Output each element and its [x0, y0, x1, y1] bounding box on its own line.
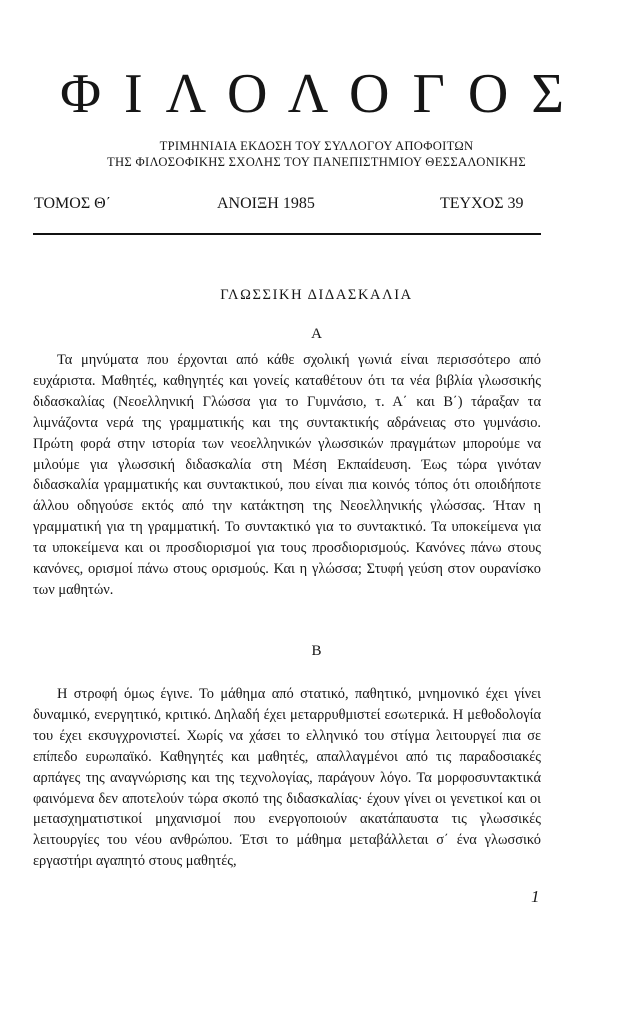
- issue-label: ΤΕΥΧΟΣ 39: [440, 195, 524, 212]
- journal-subtitle-line-2: ΤΗΣ ΦΙΛΟΣΟΦΙΚΗΣ ΣΧΟΛΗΣ ΤΟΥ ΠΑΝΕΠΙΣΤΗΜΙΟΥ ΘΕΣΣΑΛΟΝΙΚΗΣ: [107, 155, 526, 169]
- paragraph-section-b: Η στροφή όμως έγινε. Το μάθημα από στατικό, παθητικό, μνημονικό έχει γίνει δυναμικό, ενεργητικό, κριτικό. Δηλαδή έχει μεταρρυθμιστεί εσωτερικά. Η μεθοδολογία του έχει εκσυγχρονιστεί. Χωρίς να χάσει το ελληνικό του στίγμα λειτουργεί πια σε επίπεδο ευρωπαϊκό. Καθηγητές και μαθητές, απαλλαγμένοι από τις παραδοσιακές αρπάγες της αναγνώρισης και της τεχνολογίας, παράγουν λόγο. Τα μορφοσυντακτικά φαινόμενα δεν αποτελούν τώρα σκοπό της διδασκαλίας· έχουν γίνει οι γενετικοί και οι μετασχηματιστικοί μηχανισμοί που ενεργοποιούν ακατάπαυστα τις γλωσσικές λειτουργίες του νέου ανθρώπου. Έτσι το μάθημα μεταβάλλεται σ΄ ένα γλωσσικό εργαστήρι αγαπητό στους μαθητές,: [33, 686, 541, 870]
- section-heading-b: Β: [311, 643, 322, 659]
- journal-masthead: [0, 62, 633, 126]
- season-label: ΑΝΟΙΞΗ 1985: [217, 195, 315, 212]
- article-title: ΓΛΩΣΣΙΚΗ ΔΙΔΑΣΚΑΛΙΑ: [220, 287, 413, 303]
- journal-subtitle-line-1: ΤΡΙΜΗΝΙΑΙΑ ΕΚΔΟΣΗ ΤΟΥ ΣΥΛΛΟΓΟΥ ΑΠΟΦΟΙΤΩΝ: [159, 139, 474, 153]
- journal-title: ΦΙΛΟΛΟΓΟΣ: [60, 63, 587, 125]
- page-number: 1: [531, 887, 540, 906]
- paragraph-section-a: Τα μηνύματα που έρχονται από κάθε σχολική γωνιά είναι περισσότερο από ευχάριστα. Μαθητές, καθηγητές και γονείς καταθέτουν ότι τα νέα βιβλία γλωσσικής διδασκαλίας (Νεοελληνική Γλώσσα για το Γυμνάσιο, τ. Α΄ και Β΄) τάραξαν τα λιμνάζοντα νερά της γραμματικής και της συντακτικής αδράνειας στο γυμνάσιο. Πρώτη φορά στην ιστορία των νεοελληνικών γλωσσικών πραγμάτων μπορούμε να μιλούμε για γλωσσική διδασκαλία στη Μέση Εκπαίdευση. Έως τώρα γινόταν διδασκαλία γραμματικής και συντακτικού, που είναι πια κοινός τόπος ότι οποιδήποτε άλλου οδηγούσε εκτός από την κατάκτηση της Νεοελληνικής γλώσσας. Ήταν η γραμματική για τη γραμματική. Το συντακτικό για το συντακτικό. Τα υποκείμενα για τα υποκείμενα και οι προσδιορισμοί για τους προσδιορισμούς. Κανόνες πάνω στους κανόνες, ορισμοί πάνω στους ορισμούς. Και η γλώσσα; Στυφή γεύση στον ουρανίσκο των μαθητών.: [33, 352, 541, 598]
- header-divider: [33, 233, 541, 235]
- volume-label: ΤΟΜΟΣ Θ΄: [34, 195, 112, 212]
- section-heading-a: Α: [311, 326, 322, 342]
